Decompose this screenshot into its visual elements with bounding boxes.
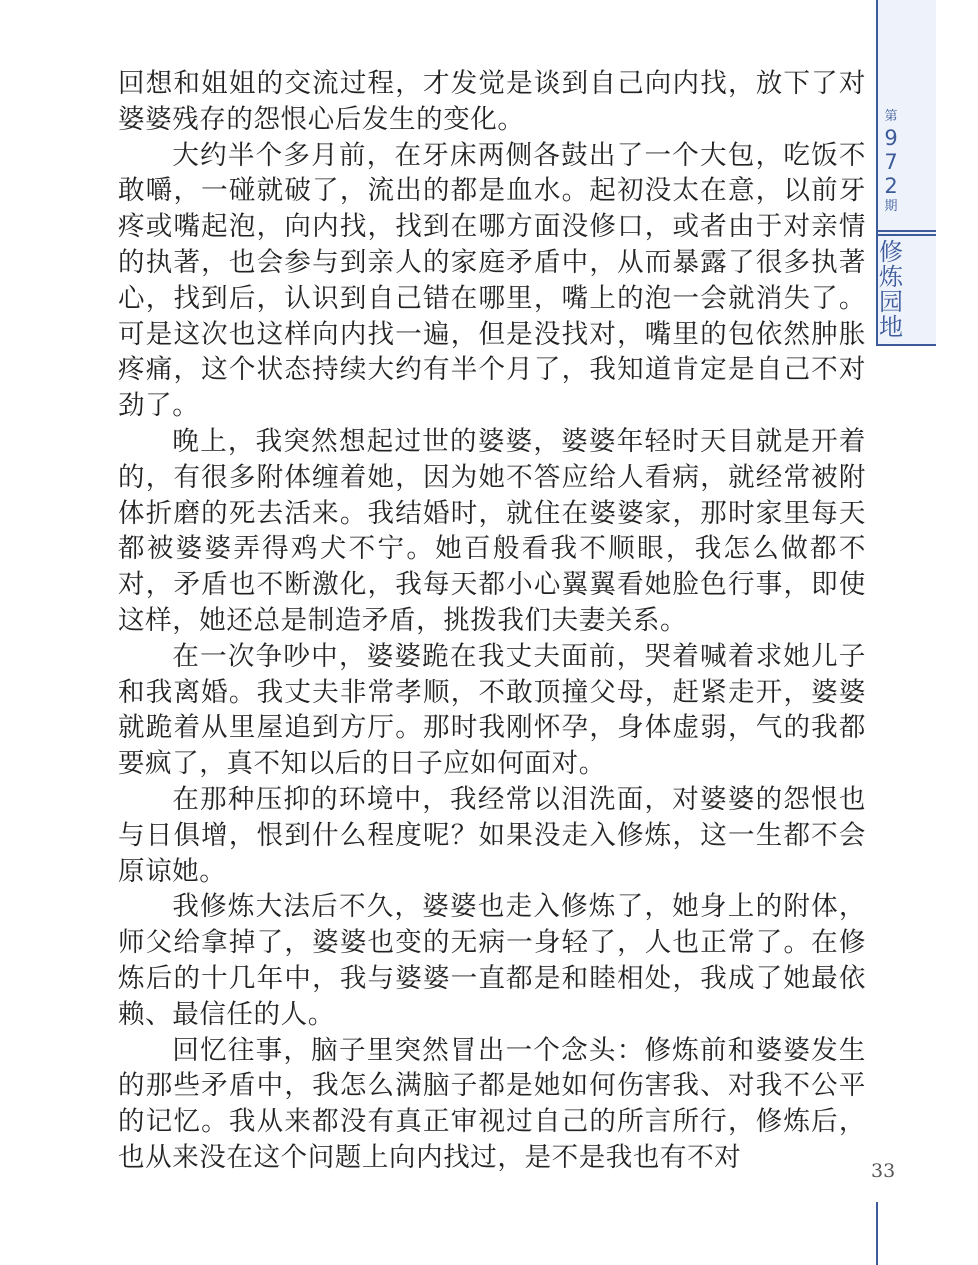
- column-title: [876, 240, 906, 340]
- paragraph: 回忆往事，脑子里突然冒出一个念头：修炼前和婆婆发生的那些矛盾中，我怎么满脑子都是她如何伤害我、对我不公平的记忆。我从来都没有真正审视过自己的所言所行，修炼后，也从来没在这个问题上向内找过，是不是我也有不对: [118, 1034, 866, 1173]
- paragraph: 在一次争吵中，婆婆跪在我丈夫面前，哭着喊着求她儿子和我离婚。我丈夫非常孝顺，不敢顶撞父母，赶紧走开，婆婆就跪着从里屋追到方厅。那时我刚怀孕，身体虚弱，气的我都要疯了，真不知以后的日子应如何面对。: [118, 640, 866, 780]
- issue-digit: 9: [884, 126, 898, 150]
- article-body: [118, 66, 866, 1176]
- issue-label: [876, 108, 906, 216]
- column-title-char: 炼: [879, 263, 903, 291]
- paragraph: 我修炼大法后不久，婆婆也走入修炼了，她身上的附体，师父给拿掉了，婆婆也变的无病一身轻了，人也正常了。在修炼后的十几年中，我与婆婆一直都是和睦相处，我成了她最依赖、最信任的人。: [118, 891, 866, 1030]
- sidebar-divider: [876, 230, 936, 232]
- column-title-char: 园: [879, 288, 903, 316]
- issue-prefix: 第: [884, 109, 898, 124]
- sidebar-divider-bottom: [876, 344, 936, 346]
- sidebar-rule-bottom: [876, 1202, 878, 1265]
- paragraph: 晚上，我突然想起过世的婆婆，婆婆年轻时天目就是开着的，有很多附体缠着她，因为她不答应给人看病，就经常被附体折磨的死去活来。我结婚时，就住在婆婆家，那时家里每天都被婆婆弄得鸡犬不宁。她百般看我不顺眼，我怎么做都不对，矛盾也不断激化，我每天都小心翼翼看她脸色行事，即使这样，她还总是制造矛盾，挑拨我们夫妻关系。: [118, 425, 866, 636]
- issue-suffix: 期: [884, 199, 898, 214]
- page-number: 33: [871, 1160, 896, 1182]
- column-title-char: 地: [879, 313, 903, 341]
- sidebar-divider-double: [876, 234, 936, 236]
- column-title-char: 修: [879, 238, 903, 266]
- paragraph: 回想和姐姐的交流过程，才发觉是谈到自己向内找，放下了对婆婆残存的怨恨心后发生的变化。: [118, 68, 866, 135]
- paragraph: 大约半个多月前，在牙床两侧各鼓出了一个大包，吃饭不敢嚼，一碰就破了，流出的都是血水。起初没太在意，以前牙疼或嘴起泡，向内找，找到在哪方面没修口，或者由于对亲情的执著，也会参与到亲人的家庭矛盾中，从而暴露了很多执著心，找到后，认识到自己错在哪里，嘴上的泡一会就消失了。可是这次也这样向内找一遍，但是没找对，嘴里的包依然肿胀疼痛，这个状态持续大约有半个月了，我知道肯定是自己不对劲了。: [118, 139, 866, 422]
- issue-digit: 7: [884, 150, 898, 174]
- issue-digit: 2: [884, 174, 898, 198]
- paragraph: 在那种压抑的环境中，我经常以泪洗面，对婆婆的怨恨也与日俱增，恨到什么程度呢？如果没走入修炼，这一生都不会原谅她。: [118, 783, 866, 887]
